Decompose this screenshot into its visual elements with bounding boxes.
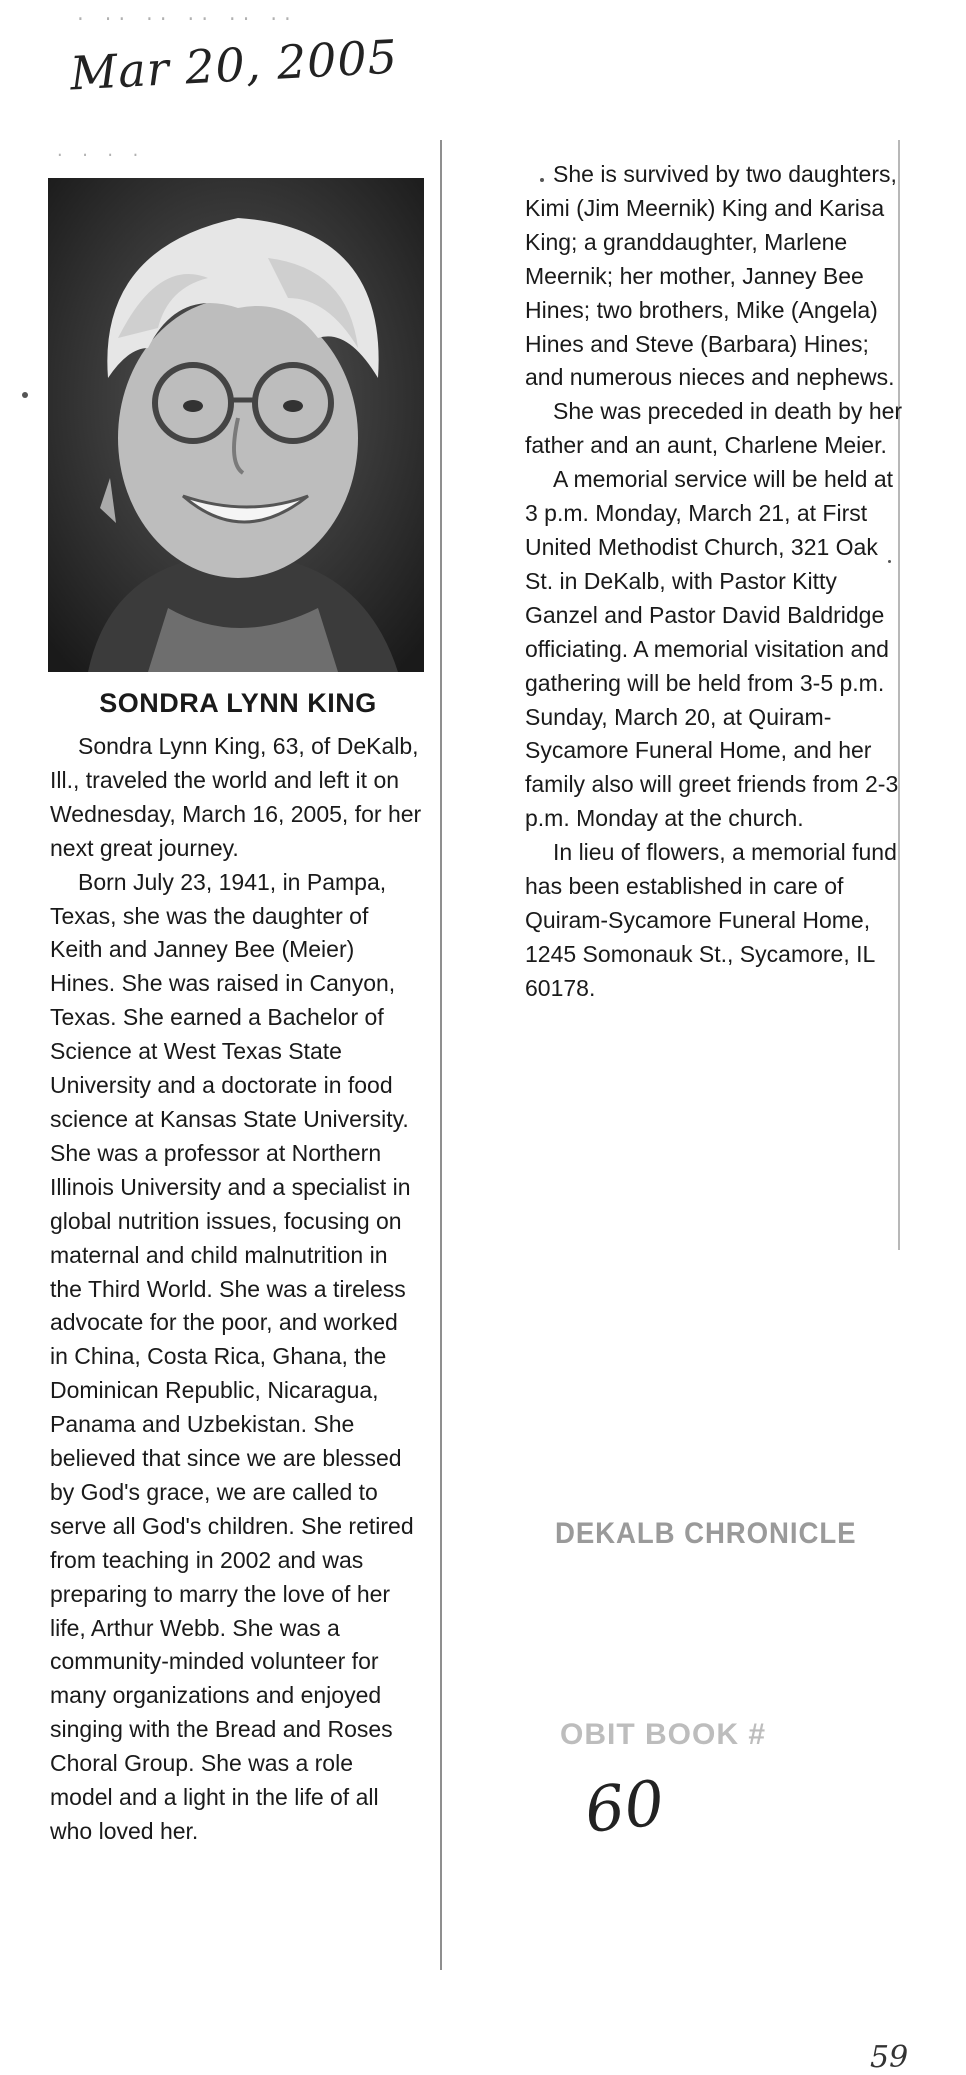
column-rule <box>440 140 442 1970</box>
obituary-paragraph: She is survived by two daughters, Kimi (Jim Meernik) King and Karisa King; a granddaughter, Marlene Meernik; her mother, Janney Bee Hines; two brothers, Mike (Angela) Hines and Steve (Barbara) Hines; and numerous nieces and nephews. <box>525 161 897 391</box>
scan-smudge: · ·· ·· ·· ·· ·· <box>75 10 296 30</box>
scan-smudge: · · · · <box>55 146 144 164</box>
page-number: 59 <box>870 2040 909 2075</box>
obituary-right-column <box>525 158 905 1006</box>
obituary-paragraph: Born July 23, 1941, in Pampa, Texas, she was the daughter of Keith and Janney Bee (Meier) Hines. She was raised in Canyon, Texas. She earned a Bachelor of Science at West Texas State University and a doctorate in food science at Kansas State University. She was a professor at Northern Illinois University and a specialist in global nutrition issues, focusing on maternal and child malnutrition in the Third World. She was a tireless advocate for the poor, and worked in China, Costa Rica, Ghana, the Dominican Republic, Nicaragua, Panama and Uzbekistan. She believed that since we are blessed by God's grace, we are called to serve all God's children. She retired from teaching in 2002 and was preparing to marry the love of her life, Arthur Webb. She was a community-minded volunteer for many organizations and enjoyed singing with the Bread and Roses Choral Group. She was a role model and a light in the life of all who loved her. <box>50 868 414 1844</box>
obituary-name-heading: SONDRA LYNN KING <box>99 688 377 718</box>
scan-speck <box>888 560 891 563</box>
handwritten-book-number: 60 <box>581 1766 668 1847</box>
portrait-illustration <box>48 178 424 672</box>
obit-book-stamp: OBIT BOOK # <box>560 1718 767 1751</box>
handwritten-date: Mar 20, 2005 <box>68 29 400 101</box>
obituary-paragraph: Sondra Lynn King, 63, of DeKalb, Ill., traveled the world and left it on Wednesday, March 16, 2005, for her next great journey. <box>50 733 422 861</box>
scan-speck <box>540 178 544 182</box>
scan-speck <box>22 392 28 398</box>
portrait-photo <box>48 178 424 672</box>
obituary-left-column <box>50 730 422 1849</box>
obituary-paragraph: She was preceded in death by her father and an aunt, Charlene Meier. <box>525 398 903 459</box>
obituary-paragraph: A memorial service will be held at 3 p.m. Monday, March 21, at First United Methodist Church, 321 Oak St. in DeKalb, with Pastor Kitty Ganzel and Pastor David Baldridge officiating. A memorial visitation and gathering will be held from 3-5 p.m. Sunday, March 20, at Quiram-Sycamore Funeral Home, and her family also will greet friends from 2-3 p.m. Monday at the church. <box>525 466 899 832</box>
newspaper-stamp: DEKALB CHRONICLE <box>555 1517 857 1550</box>
obituary-paragraph: In lieu of flowers, a memorial fund has been established in care of Quiram-Sycamore Funeral Home, 1245 Somonauk St., Sycamore, IL 60178. <box>525 839 897 1001</box>
